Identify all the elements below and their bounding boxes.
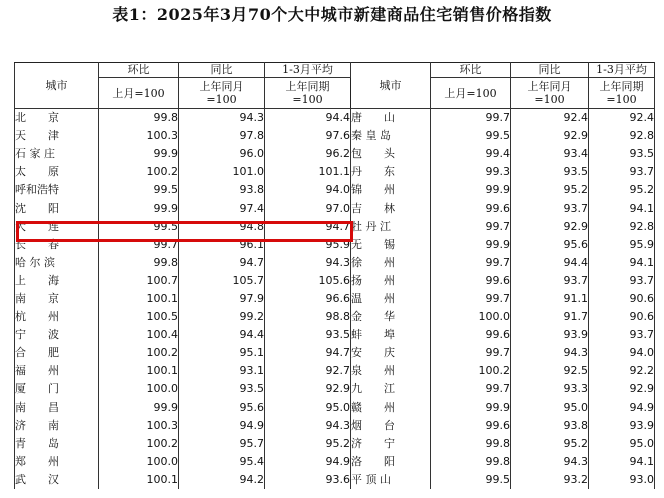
header-yoy-base-right: 上年同月 =100 <box>511 78 589 109</box>
cell-yoy-left: 105.7 <box>179 272 265 290</box>
cell-city-left: 呼和浩特 <box>15 181 99 199</box>
cell-avg-left: 93.6 <box>265 471 351 489</box>
cell-mom-right: 99.7 <box>431 290 511 308</box>
cell-city-right: 包 头 <box>351 145 431 163</box>
cell-city-left: 北 京 <box>15 109 99 128</box>
cell-avg-left: 94.7 <box>265 344 351 362</box>
cell-mom-right: 99.7 <box>431 344 511 362</box>
cell-mom-right: 99.7 <box>431 380 511 398</box>
header-city-right: 城市 <box>351 63 431 109</box>
cell-yoy-right: 94.4 <box>511 254 589 272</box>
cell-city-left: 宁 波 <box>15 326 99 344</box>
cell-city-right: 吉 林 <box>351 199 431 217</box>
table-row <box>15 399 655 417</box>
cell-mom-right: 100.2 <box>431 362 511 380</box>
cell-city-left: 哈 尔 滨 <box>15 254 99 272</box>
cell-mom-right: 99.5 <box>431 471 511 489</box>
cell-yoy-right: 91.1 <box>511 290 589 308</box>
cell-yoy-left: 95.7 <box>179 435 265 453</box>
cell-yoy-right: 93.3 <box>511 380 589 398</box>
cell-yoy-left: 93.1 <box>179 362 265 380</box>
table-row <box>15 380 655 398</box>
cell-yoy-left: 94.7 <box>179 254 265 272</box>
table-row <box>15 199 655 217</box>
header-yoy-right: 同比 <box>511 63 589 78</box>
cell-yoy-left: 97.4 <box>179 199 265 217</box>
cell-avg-right: 93.7 <box>589 326 655 344</box>
table-row <box>15 290 655 308</box>
cell-yoy-left: 101.0 <box>179 163 265 181</box>
cell-avg-left: 92.9 <box>265 380 351 398</box>
cell-yoy-right: 91.7 <box>511 308 589 326</box>
cell-avg-left: 101.1 <box>265 163 351 181</box>
cell-mom-left: 100.4 <box>99 326 179 344</box>
cell-city-left: 太 原 <box>15 163 99 181</box>
cell-yoy-left: 94.9 <box>179 417 265 435</box>
cell-yoy-right: 95.2 <box>511 181 589 199</box>
cell-yoy-left: 93.8 <box>179 181 265 199</box>
cell-city-right: 安 庆 <box>351 344 431 362</box>
cell-avg-right: 94.9 <box>589 399 655 417</box>
cell-mom-right: 99.6 <box>431 326 511 344</box>
cell-mom-left: 100.1 <box>99 362 179 380</box>
cell-avg-right: 94.1 <box>589 254 655 272</box>
cell-yoy-right: 93.7 <box>511 199 589 217</box>
cell-mom-left: 100.2 <box>99 344 179 362</box>
cell-city-right: 洛 阳 <box>351 453 431 471</box>
cell-mom-right: 99.9 <box>431 181 511 199</box>
table-row <box>15 218 655 236</box>
cell-city-left: 沈 阳 <box>15 199 99 217</box>
cell-mom-right: 99.8 <box>431 435 511 453</box>
table-title: 表1：2025年3月70个大中城市新建商品住宅销售价格指数 <box>112 5 552 24</box>
cell-mom-left: 99.9 <box>99 399 179 417</box>
cell-mom-left: 100.1 <box>99 471 179 489</box>
cell-mom-left: 100.2 <box>99 163 179 181</box>
table-row <box>15 471 655 489</box>
cell-yoy-right: 92.9 <box>511 127 589 145</box>
table-row <box>15 362 655 380</box>
cell-avg-left: 98.8 <box>265 308 351 326</box>
cell-mom-right: 99.9 <box>431 236 511 254</box>
cell-city-left: 长 春 <box>15 236 99 254</box>
cell-mom-left: 99.5 <box>99 218 179 236</box>
cell-yoy-right: 93.5 <box>511 163 589 181</box>
cell-avg-right: 92.4 <box>589 109 655 128</box>
cell-yoy-right: 95.0 <box>511 399 589 417</box>
cell-city-left: 厦 门 <box>15 380 99 398</box>
cell-mom-right: 100.0 <box>431 308 511 326</box>
header-yoy-base-left: 上年同月 =100 <box>179 78 265 109</box>
cell-avg-right: 93.5 <box>589 145 655 163</box>
cell-avg-right: 94.1 <box>589 453 655 471</box>
cell-avg-left: 95.9 <box>265 236 351 254</box>
cell-avg-left: 95.0 <box>265 399 351 417</box>
cell-city-right: 牡 丹 江 <box>351 218 431 236</box>
cell-city-right: 九 江 <box>351 380 431 398</box>
cell-avg-left: 92.7 <box>265 362 351 380</box>
cell-avg-left: 94.3 <box>265 417 351 435</box>
cell-mom-left: 100.3 <box>99 417 179 435</box>
cell-mom-right: 99.7 <box>431 109 511 128</box>
cell-yoy-left: 94.8 <box>179 218 265 236</box>
cell-avg-left: 96.6 <box>265 290 351 308</box>
table-row <box>15 326 655 344</box>
cell-mom-right: 99.3 <box>431 163 511 181</box>
header-avg-base-right: 上年同期 =100 <box>589 78 655 109</box>
cell-city-left: 杭 州 <box>15 308 99 326</box>
cell-city-right: 秦 皇 岛 <box>351 127 431 145</box>
header-avg-right: 1-3月平均 <box>589 63 655 78</box>
cell-avg-right: 93.7 <box>589 163 655 181</box>
cell-yoy-left: 95.4 <box>179 453 265 471</box>
table-row <box>15 435 655 453</box>
cell-avg-right: 93.9 <box>589 417 655 435</box>
cell-city-left: 武 汉 <box>15 471 99 489</box>
cell-yoy-left: 97.8 <box>179 127 265 145</box>
cell-city-left: 福 州 <box>15 362 99 380</box>
table-row <box>15 272 655 290</box>
cell-avg-right: 93.7 <box>589 272 655 290</box>
cell-yoy-left: 94.2 <box>179 471 265 489</box>
cell-mom-right: 99.4 <box>431 145 511 163</box>
cell-city-right: 丹 东 <box>351 163 431 181</box>
cell-avg-right: 92.9 <box>589 380 655 398</box>
cell-avg-right: 94.1 <box>589 199 655 217</box>
cell-city-right: 温 州 <box>351 290 431 308</box>
cell-avg-right: 95.0 <box>589 435 655 453</box>
cell-mom-left: 100.2 <box>99 435 179 453</box>
table-row <box>15 145 655 163</box>
cell-city-left: 郑 州 <box>15 453 99 471</box>
cell-city-left: 济 南 <box>15 417 99 435</box>
cell-yoy-right: 93.7 <box>511 272 589 290</box>
cell-yoy-left: 96.1 <box>179 236 265 254</box>
cell-avg-right: 90.6 <box>589 308 655 326</box>
cell-yoy-left: 94.4 <box>179 326 265 344</box>
cell-city-left: 青 岛 <box>15 435 99 453</box>
cell-city-left: 石 家 庄 <box>15 145 99 163</box>
cell-city-right: 蚌 埠 <box>351 326 431 344</box>
cell-avg-right: 93.0 <box>589 471 655 489</box>
table-row <box>15 453 655 471</box>
cell-yoy-right: 94.3 <box>511 344 589 362</box>
cell-city-right: 锦 州 <box>351 181 431 199</box>
header-avg-left: 1-3月平均 <box>265 63 351 78</box>
cell-mom-left: 100.0 <box>99 453 179 471</box>
cell-yoy-left: 95.1 <box>179 344 265 362</box>
cell-avg-left: 95.2 <box>265 435 351 453</box>
cell-yoy-right: 92.4 <box>511 109 589 128</box>
cell-mom-right: 99.7 <box>431 254 511 272</box>
cell-avg-right: 95.2 <box>589 181 655 199</box>
cell-avg-left: 93.5 <box>265 326 351 344</box>
cell-yoy-right: 95.2 <box>511 435 589 453</box>
cell-mom-left: 100.5 <box>99 308 179 326</box>
table-row <box>15 344 655 362</box>
cell-mom-left: 100.0 <box>99 380 179 398</box>
cell-avg-right: 95.9 <box>589 236 655 254</box>
cell-yoy-left: 95.6 <box>179 399 265 417</box>
cell-yoy-right: 93.4 <box>511 145 589 163</box>
header-mom-left: 环比 <box>99 63 179 78</box>
cell-city-right: 赣 州 <box>351 399 431 417</box>
cell-city-right: 无 锡 <box>351 236 431 254</box>
cell-city-left: 天 津 <box>15 127 99 145</box>
cell-yoy-right: 93.8 <box>511 417 589 435</box>
cell-city-left: 南 京 <box>15 290 99 308</box>
cell-avg-left: 94.3 <box>265 254 351 272</box>
cell-mom-left: 99.8 <box>99 254 179 272</box>
cell-mom-right: 99.8 <box>431 453 511 471</box>
cell-avg-right: 94.0 <box>589 344 655 362</box>
cell-avg-left: 105.6 <box>265 272 351 290</box>
cell-mom-left: 100.1 <box>99 290 179 308</box>
cell-yoy-left: 99.2 <box>179 308 265 326</box>
cell-yoy-left: 96.0 <box>179 145 265 163</box>
cell-avg-right: 92.2 <box>589 362 655 380</box>
price-index-table <box>14 62 655 489</box>
cell-avg-left: 94.7 <box>265 218 351 236</box>
table-row <box>15 127 655 145</box>
cell-mom-right: 99.5 <box>431 127 511 145</box>
cell-yoy-right: 95.6 <box>511 236 589 254</box>
cell-city-right: 扬 州 <box>351 272 431 290</box>
cell-city-left: 上 海 <box>15 272 99 290</box>
cell-mom-left: 99.9 <box>99 199 179 217</box>
cell-avg-right: 90.6 <box>589 290 655 308</box>
cell-yoy-left: 94.3 <box>179 109 265 128</box>
cell-avg-right: 92.8 <box>589 127 655 145</box>
cell-mom-right: 99.6 <box>431 417 511 435</box>
cell-mom-left: 99.5 <box>99 181 179 199</box>
header-avg-base-left: 上年同期 =100 <box>265 78 351 109</box>
table-row <box>15 163 655 181</box>
table-row <box>15 308 655 326</box>
table-row <box>15 254 655 272</box>
table-row <box>15 181 655 199</box>
cell-city-right: 金 华 <box>351 308 431 326</box>
cell-city-right: 徐 州 <box>351 254 431 272</box>
cell-city-right: 烟 台 <box>351 417 431 435</box>
cell-yoy-left: 93.5 <box>179 380 265 398</box>
header-yoy-left: 同比 <box>179 63 265 78</box>
cell-mom-right: 99.7 <box>431 218 511 236</box>
cell-city-left: 大 连 <box>15 218 99 236</box>
cell-mom-left: 100.3 <box>99 127 179 145</box>
cell-avg-left: 96.2 <box>265 145 351 163</box>
cell-city-left: 合 肥 <box>15 344 99 362</box>
header-mom-base-left: 上月=100 <box>99 78 179 109</box>
cell-yoy-left: 97.9 <box>179 290 265 308</box>
cell-avg-left: 94.0 <box>265 181 351 199</box>
header-mom-base-right: 上月=100 <box>431 78 511 109</box>
cell-avg-left: 97.6 <box>265 127 351 145</box>
table-body <box>15 109 655 489</box>
cell-avg-left: 97.0 <box>265 199 351 217</box>
table-row <box>15 109 655 128</box>
cell-yoy-right: 93.2 <box>511 471 589 489</box>
cell-mom-right: 99.6 <box>431 272 511 290</box>
table-row <box>15 417 655 435</box>
cell-yoy-right: 94.3 <box>511 453 589 471</box>
cell-mom-right: 99.6 <box>431 199 511 217</box>
cell-mom-left: 99.9 <box>99 145 179 163</box>
cell-avg-right: 92.8 <box>589 218 655 236</box>
cell-city-left: 南 昌 <box>15 399 99 417</box>
cell-mom-left: 99.7 <box>99 236 179 254</box>
cell-mom-right: 99.9 <box>431 399 511 417</box>
cell-yoy-right: 93.9 <box>511 326 589 344</box>
header-city-left: 城市 <box>15 63 99 109</box>
header-mom-right: 环比 <box>431 63 511 78</box>
cell-avg-left: 94.9 <box>265 453 351 471</box>
table-row <box>15 236 655 254</box>
cell-city-right: 泉 州 <box>351 362 431 380</box>
cell-yoy-right: 92.5 <box>511 362 589 380</box>
cell-yoy-right: 92.9 <box>511 218 589 236</box>
cell-city-right: 济 宁 <box>351 435 431 453</box>
cell-mom-left: 99.8 <box>99 109 179 128</box>
cell-city-right: 平 顶 山 <box>351 471 431 489</box>
cell-city-right: 唐 山 <box>351 109 431 128</box>
cell-mom-left: 100.7 <box>99 272 179 290</box>
cell-avg-left: 94.4 <box>265 109 351 128</box>
